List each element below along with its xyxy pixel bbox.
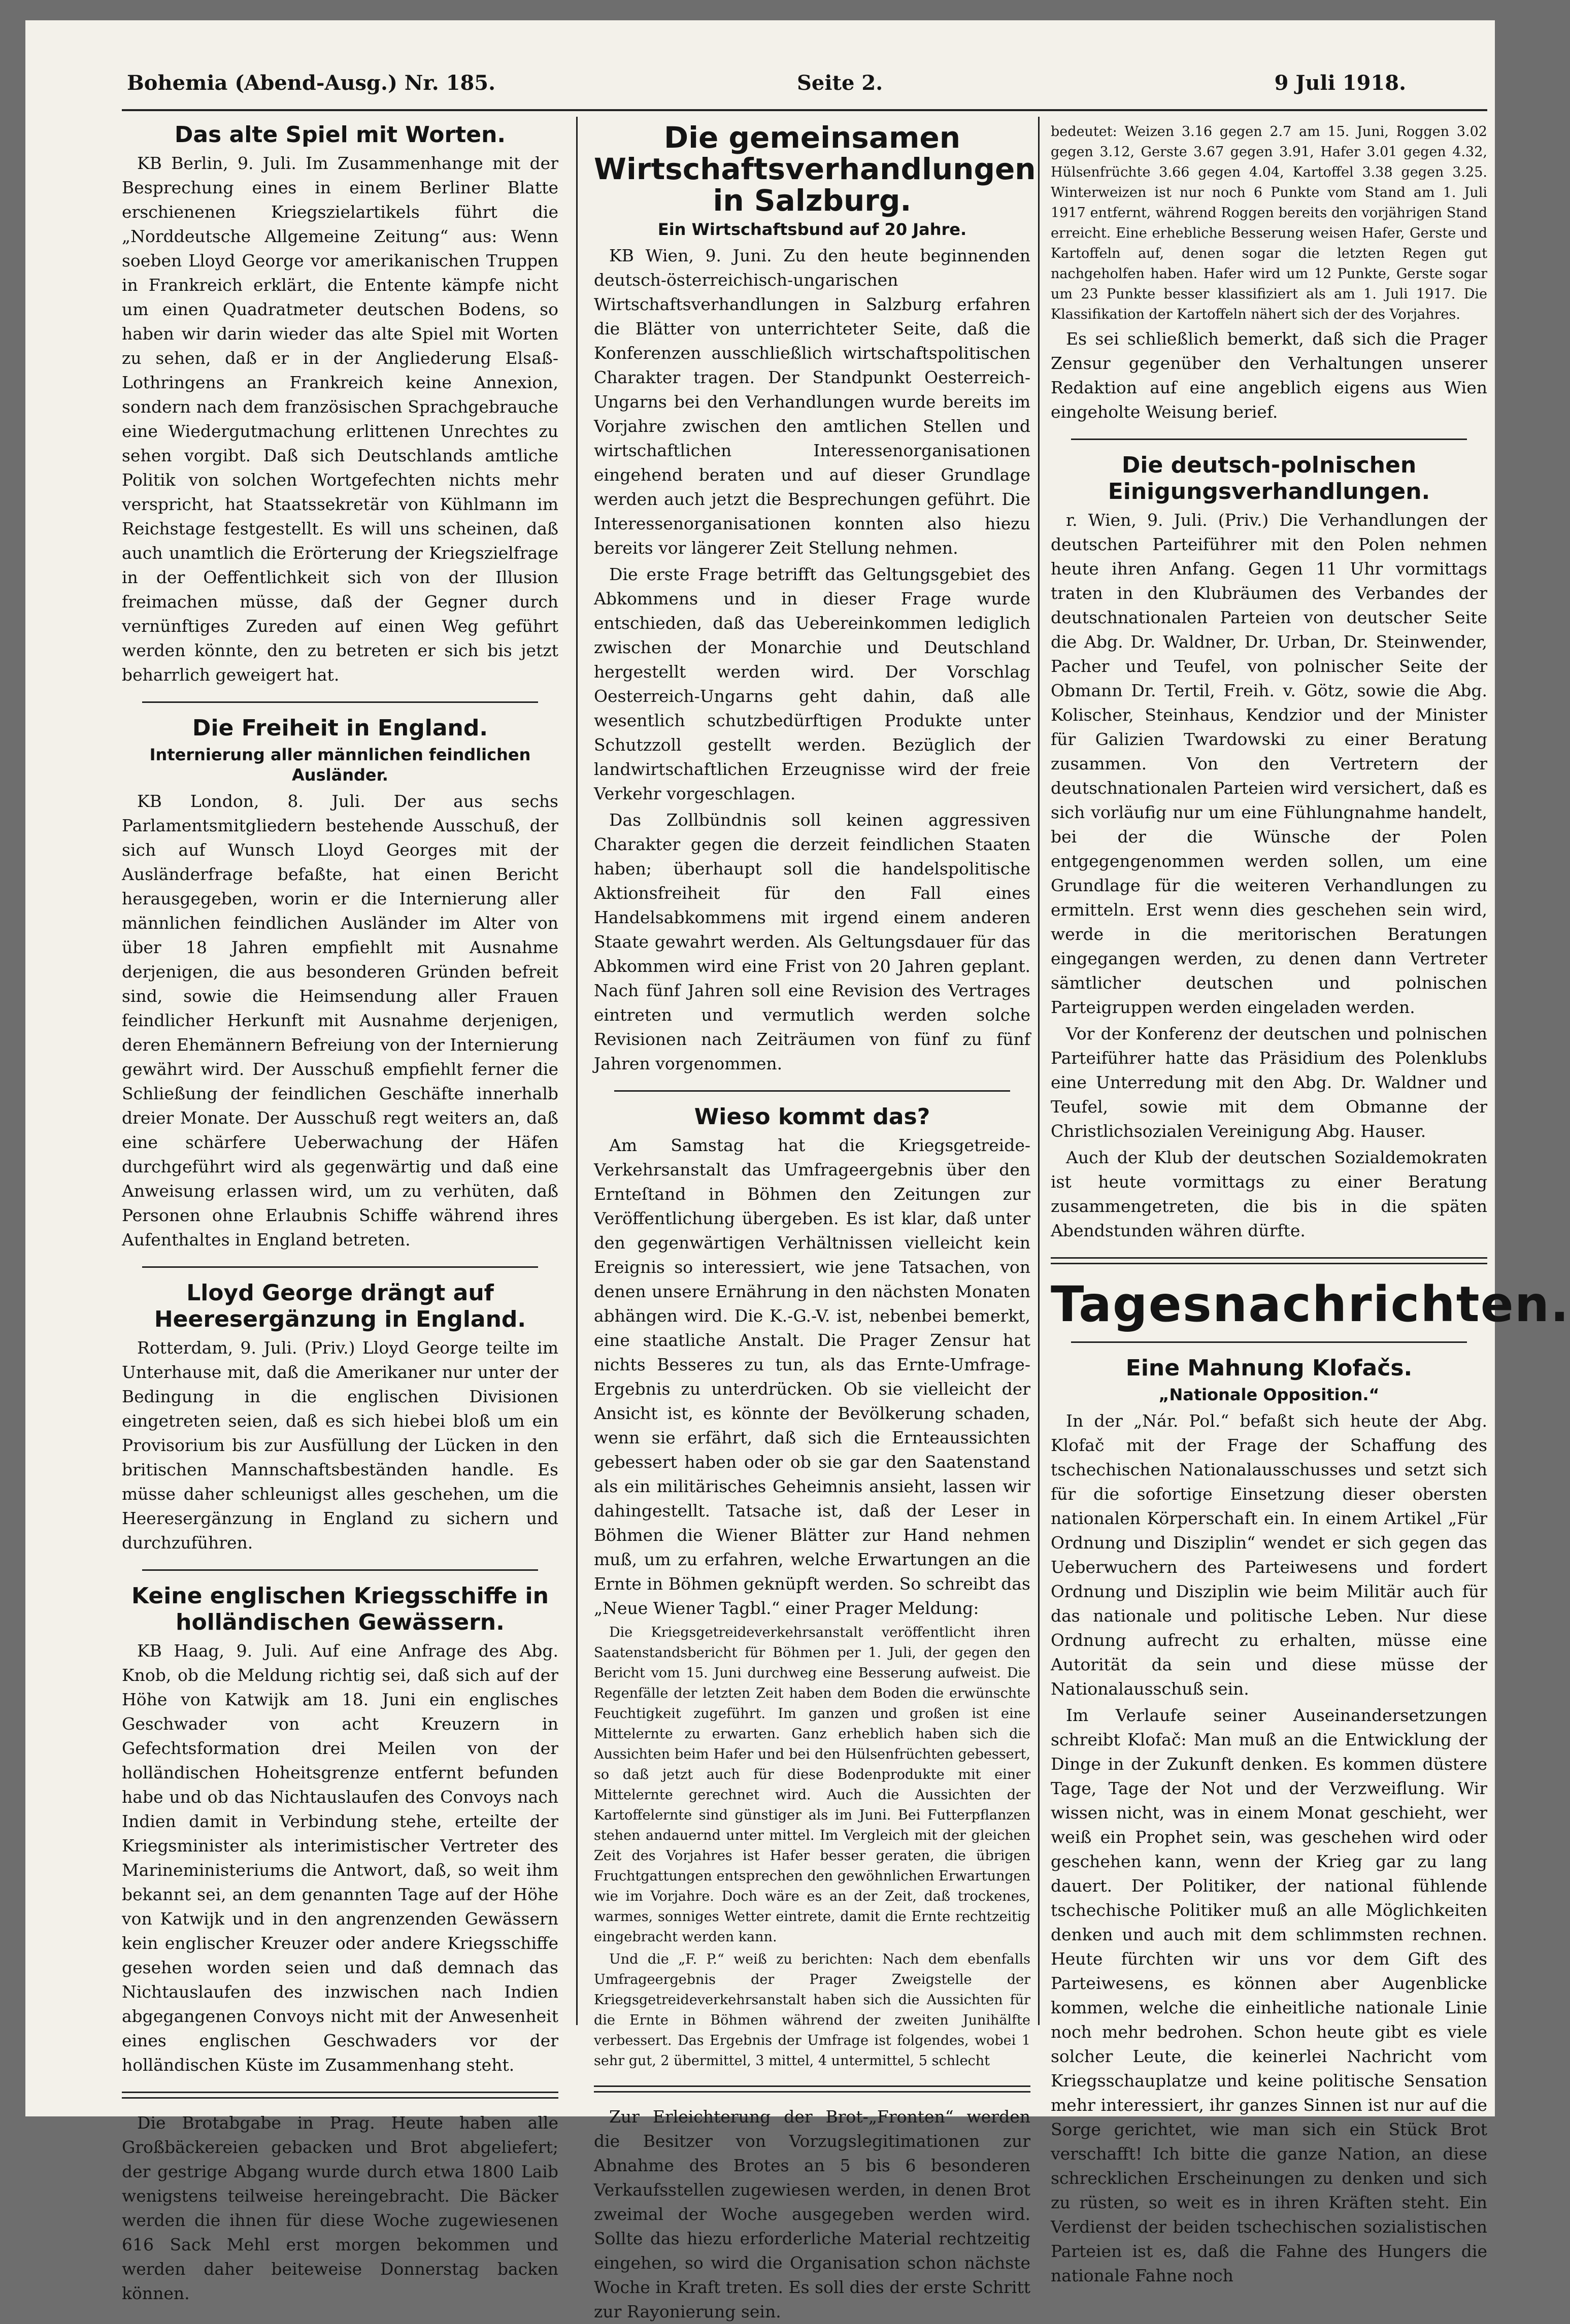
- article-body: Das Zollbündnis soll keinen aggressiven Charakter gegen die derzeit feindlichen Staaten haben; überhaupt soll die handelspolitische Aktionsfreiheit für den Fall eines Handelsabkommens mit irgend einem anderen Staate gewahrt werden. Als Geltungsdauer für das Abkommen wird eine Frist von 20 Jahren geplant. Nach fünf Jahren soll eine Revision des Vertrages eintreten und vermutlich werden solche Revisionen nach Zeiträumen von fünf zu fünf Jahren vorgenommen.: [594, 810, 1030, 1073]
- article-separator: [142, 1266, 538, 1268]
- article-body: KB Haag, 9. Juli. Auf eine Anfrage des Abg. Knob, ob die Meldung richtig sei, daß sich auf der Höhe von Katwijk am 18. Juni ein englisches Geschwader von acht Kreuzern in Gefechtsformation drei Meilen von der holländischen Hoheitsgrenze entfernt befunden habe und ob das Nichtauslaufen des Convoys nach Indien damit in Verbindung stehe, erteilte der Kriegsminister als interimistischer Vertreter des Marineministeriums die Antwort, daß, so weit ihm bekannt sei, an dem genannten Tage auf der Höhe von Katwijk und in den angrenzenden Gewässern kein englischer Kreuzer oder andere Kriegsschiffe gesehen worden seien und daß demnach das Nichtauslaufen des inzwischen nach Indien abgegangenen Convoys nicht mit der Anwesenheit eines englischen Geschwaders vor der holländischen Küste im Zusammenhang steht.: [122, 1641, 558, 2075]
- article-wieso-kommt-das: [594, 1104, 1030, 2071]
- section-separator: [1051, 1257, 1487, 1264]
- article-separator: [122, 2092, 558, 2099]
- article-mahnung-klofac: [1051, 1355, 1487, 2288]
- article-body: KB Wien, 9. Juni. Zu den heute beginnenden deutsch-österreichisch-ungarischen Wirtschaftsverhandlungen in Salzburg erfahren die Blätter von unterrichteter Seite, daß die Konferenzen ausschließlich wirtschaftspolitischen Charakter tragen. Der Standpunkt Oesterreich-Ungarns bei den Verhandlungen wurde bereits im Vorjahre zwischen den amtlichen Stellen und wirtschaftlichen Interessenorganisationen eingehend beraten und auf dieser Grundlage werden auch jetzt die Besprechungen geführt. Die Interessenorganisationen konnten also hiezu bereits vor längerer Zeit Stellung nehmen.: [594, 246, 1030, 558]
- article-body: bedeutet: Weizen 3.16 gegen 2.7 am 15. Juni, Roggen 3.02 gegen 3.12, Gerste 3.67 gegen 3.91, Hafer 3.01 gegen 4.32, Hülsenfrüchte 3.66 gegen 4.04, Kartoffel 3.38 gegen 3.25. Winterweizen ist nur noch 6 Punkte vom Stand am 1. Juli 1917 entfernt, während Roggen bereits den vorjährigen Stand erreicht. Eine erhebliche Besserung weisen Hafer, Gerste und Kartoffeln auf, denen sogar die letzten Regen gut nachgeholfen haben. Hafer wird um 12 Punkte, Gerste sogar um 23 Punkte besser klassifiziert als am 1. Juli 1917. Die Klassifikation der Kartoffeln nähert sich der des Vorjahres.: [1051, 124, 1487, 322]
- article-separator: [614, 1090, 1010, 1092]
- newspaper-page: [25, 20, 1570, 2321]
- column-3: [1051, 122, 1570, 2285]
- header-rule: [122, 109, 1487, 111]
- article-title: Die gemeinsamen Wirtschaftsverhandlungen in Salzburg.: [594, 120, 1036, 218]
- article-body: KB London, 8. Juli. Der aus sechs Parlamentsmitgliedern bestehende Ausschuß, der sich auf Wunsch Lloyd Georges mit der Ausländerfrage befaßte, hat einen Bericht herausgegeben, worin er die Internierung aller männlichen feindlichen Ausländer im Alter von über 18 Jahren empfiehlt mit Ausnahme derjenigen, die aus besonderen Gründen befreit sind, sowie die Heimsendung aller Frauen feindlicher Herkunft mit Ausnahme derjenigen, deren Ehemännern Befreiung von der Internierung gewährt wird. Der Ausschuß empfiehlt ferner die Schließung der feindlichen Geschäfte innerhalb dreier Monate. Der Ausschuß regt weiters an, daß eine schärfere Ueberwachung der Häfen durchgeführt wird als gegenwärtig und daß eine Anweisung erlassen wird, um zu verhüten, daß Personen ohne Erlaubnis Schiffe während ihres Aufenthaltes in England betreten.: [122, 791, 558, 1250]
- column-1: [122, 122, 558, 2303]
- header-date: 9 Juli 1918.: [1274, 71, 1406, 95]
- article-title: Wieso kommt das?: [694, 1104, 930, 1130]
- column-2: [594, 120, 1036, 2321]
- article-body: Rotterdam, 9. Juli. (Priv.) Lloyd George teilte im Unterhause mit, daß die Amerikaner nur unter der Bedingung in die englischen Divisionen eingetreten seien, daß es sich hiebei bloß um ein Provisorium bis zur Ausfüllung der Lücken in den britischen Mannschaftsbeständen handle. Es müsse daher schleunigst alles geschehen, um die Heeresergänzung in England zu sichern und durchzuführen.: [122, 1338, 558, 1553]
- article-title: Keine englischen Kriegsschiffe in holländischen Gewässern.: [131, 1583, 549, 1635]
- article-kriegsschiffe: [122, 1583, 558, 2077]
- article-subtitle: „Nationale Opposition.“: [1158, 1385, 1380, 1404]
- article-body: In der „Nár. Pol.“ befaßt sich heute der Abg. Klofač mit der Frage der Schaffung des tschechischen Nationalausschusses und setzt sich für die sofortige Einsetzung dieser obersten nationalen Körperschaft ein. In einem Artikel „Für Ordnung und Disziplin“ wendet er sich gegen das Ueberwuchern des Parteiwesens und fordert Ordnung und Disziplin wie beim Militär auch für das nationale und politische Leben. Nur diese Ordnung aufrecht zu erhalten, müsse eine Autorität da sein und diese müsse der Nationalausschuß sein.: [1051, 1411, 1487, 1699]
- article-body: Am Samstag hat die Kriegsgetreide-Verkehrsanstalt das Umfrageergebnis über den Ernteſtand in Böhmen den Zeitungen zur Veröffentlichung übergeben. Es ist klar, daß unter den gegenwärtigen Verhältnissen vielleicht kein Ereignis so interessiert, wie jene Tatsachen, von denen unsere Ernährung in den nächsten Monaten abhängen wird. Die K.-G.-V. ist, nebenbei bemerkt, eine staatliche Anstalt. Die Prager Zensur hat nichts Besseres zu tun, als das Ernte-Umfrage-Ergebnis zu unterdrücken. Ob sie vielleicht der Ansicht ist, es könnte der Bevölkerung schaden, wenn sie erfährt, daß sich die Ernteaussichten gebessert haben oder ob sie gar den Saatenstand als ein militärisches Geheimnis ansieht, lassen wir dahingestellt. Tatsache ist, daß der Leser in Böhmen die Wiener Blätter zur Hand nehmen muß, um zu erfahren, welche Erwartungen an die Ernte in Böhmen geknüpft werden. So schreibt das „Neue Wiener Tagbl.“ einer Prager Meldung:: [594, 1135, 1030, 1618]
- page-header: [127, 66, 1406, 102]
- article-title: Lloyd George drängt auf Heeresergänzung in England.: [154, 1280, 526, 1332]
- article-separator: [1071, 439, 1467, 440]
- article-freiheit-england: [122, 715, 558, 1252]
- article-altes-spiel: [122, 122, 558, 687]
- article-body: KB Berlin, 9. Juli. Im Zusammenhange mit der Besprechung eines in einem Berliner Blatte erschienenen Kriegszielartikels führt die „Norddeutsche Allgemeine Zeitung“ aus: Wenn soeben Lloyd George vor amerikanischen Truppen in Frankreich erklärt, die Entente kämpfe nicht um einen Quadratmeter deutschen Bodens, so haben wir darin wieder das alte Spiel mit Worten zu sehen, daß er in der Angliederung Elsaß-Lothringens an Frankreich keine Annexion, sondern nach dem französischen Sprachgebrauche eine Wiedergutmachung erlittenen Unrechtes zu sehen vorgibt. Daß sich Deutschlands amtliche Politik von solchen Wortgefechten nichts mehr verspricht, hat Staatssekretär von Kühlmann im Reichstage festgestellt. Es will uns scheinen, daß auch unamtlich die Erörterung der Kriegszielfrage in der Oeffentlichkeit sich von der Illusion freimachen müsse, daß der Gegner durch vernünftiges Zureden auf einen Weg geführt werden könnte, den zu betreten er sich bis jetzt beharrlich geweigert hat.: [122, 153, 558, 685]
- article-wirtschaftsverhandlungen: [594, 120, 1036, 1076]
- article-separator: [1071, 1341, 1467, 1343]
- article-body: Die erste Frage betrifft das Geltungsgebiet des Abkommens und in dieser Frage wurde entschieden, daß das Uebereinkommen lediglich zwischen der Monarchie und Deutschland hergestellt werden wird. Der Vorschlag Oesterreich-Ungarns geht dahin, daß alle wesentlich schutzbedürftigen Produkte unter Schutzzoll gestellt werden. Bezüglich der landwirtschaftlichen Erzeugnisse wird der freie Verkehr vorgeschlagen.: [594, 564, 1030, 803]
- article-brot-fronten: [594, 2105, 1030, 2324]
- column-rule-2: [1038, 117, 1040, 2025]
- article-separator: [142, 701, 538, 703]
- article-body: r. Wien, 9. Juli. (Priv.) Die Verhandlungen der deutschen Parteiführer mit den Polen nehmen heute ihren Anfang. Gegen 11 Uhr vormittags traten in den Klubräumen des Verbandes der deutschnationalen Parteien von deutscher Seite die Abg. Dr. Waldner, Dr. Urban, Dr. Steinwender, Pacher und Teufel, von polnischer Seite der Obmann Dr. Tertil, Freih. v. Götz, sowie die Abg. Kolischer, Steinhaus, Kendzior und der Minister für Galizien Twardowski zu einer Beratung zusammen. Von den Vertretern der deutschnationalen Parteien wird versichert, daß es sich vorläufig nur um eine Fühlungnahme handelt, bei der die Wünsche der Polen entgegengenommen werden sollen, um eine Grundlage für die weiteren Verhandlungen zu ermitteln. Erst wenn dies geschehen sein wird, werde in die meritorischen Beratungen eingegangen werden, zu denen dann Vertreter sämtlicher deutschen und polnischen Parteigruppen werden eingeladen werden.: [1051, 510, 1487, 1017]
- article-title: Das alte Spiel mit Worten.: [174, 122, 506, 148]
- article-subtitle: Ein Wirtschaftsbund auf 20 Jahre.: [657, 220, 967, 239]
- column-rule-1: [576, 117, 578, 2025]
- article-body: Vor der Konferenz der deutschen und polnischen Parteiführer hatte das Präsidium des Polenklubs eine Unterredung mit den Abg. Dr. Waldner und Teufel, sowie mit dem Obmanne der Christlichsozialen Vereinigung Abg. Hauser.: [1051, 1024, 1487, 1141]
- article-ernte-fortsetzung: [1051, 122, 1487, 424]
- article-body: Die Brotabgabe in Prag. Heute haben alle Großbäckereien gebacken und Brot abgeliefert; der gestrige Abgang wurde durch etwa 1800 Laib wenigstens teilweise hereingebracht. Die Bäcker werden die ihnen für diese Woche zugewiesenen 616 Sack Mehl erst morgen bekommen und werden daher beiteweise Donnerstag backen können.: [122, 2113, 558, 2303]
- article-quote: Und die „F. P.“ weiß zu berichten: Nach dem ebenfalls Umfrageergebnis der Prager Zweigstelle der Kriegsgetreideverkehrsanstalt haben sich die Aussichten für die Ernte in Böhmen während der zweiten Junihälfte verbessert. Das Ergebnis der Umfrage ist folgendes, wobei 1 sehr gut, 2 übermittel, 3 mittel, 4 untermittel, 5 schlecht: [594, 1951, 1030, 2069]
- article-body: Zur Erleichterung der Brot-„Fronten“ werden die Besitzer von Vorzugslegitimationen zur Abnahme des Brotes an 5 bis 6 besonderen Verkaufsstellen zugewiesen werden, in denen Brot zweimal der Woche ausgegeben werden wird. Sollte das hiezu erforderliche Material rechtzeitig eingehen, so wird die Organisation schon nächste Woche in Kraft treten. Es soll dies der erste Schritt zur Rayonierung sein.: [594, 2107, 1030, 2321]
- header-publication: Bohemia (Abend-Ausg.) Nr. 185.: [127, 71, 496, 95]
- article-einigungsverhandlungen: [1051, 452, 1487, 1243]
- article-body: Im Verlaufe seiner Auseinandersetzungen schreibt Klofač: Man muß an die Entwicklung der Dinge in der Zukunft denken. Es kommen düstere Tage, Tage der Not und der Verzweiflung. Wir wissen nicht, was in einem Monat geschieht, wer weiß ein Prophet sein, was geschehen wird oder geschehen kann, wenn der Krieg gar zu lang dauert. Der Politiker, der national fühlende tschechische Politiker muß an alle Möglichkeiten denken und auch mit dem schlimmsten rechnen. Heute fürchten wir uns vor dem Gift des Parteiwesens, es können aber Augenblicke kommen, welche die einheitliche nationale Linie noch mehr bedrohen. Schon heute gibt es viele solcher Leute, die keinerlei Nachricht vom Kriegsschauplatze und keine politische Sensation mehr interessiert, ihr ganzes Sinnen ist nur auf die Sorge gerichtet, wie man sich ein Stück Brot verschafft! Ich bitte die ganze Nation, an diese schrecklichen Erscheinungen zu denken und sich zu rüsten, so weit es in ihren Kräften steht. Ein Verdienst der beiden tschechischen sozialistischen Parteien ist es, daß die Fahne des Hungers die nationale Fahne noch: [1051, 1705, 1487, 2285]
- header-page-number: Seite 2.: [797, 71, 883, 95]
- article-quote: Die Kriegsgetreideverkehrsanstalt veröffentlicht ihren Saatenstandsbericht für Böhmen per 1. Juli, der gegen den Bericht vom 15. Juni durchweg eine Besserung aufweist. Die Regenfälle der letzten Zeit haben dem Boden die erwünschte Feuchtigkeit zugeführt. Im ganzen und großen ist eine Mittelernte zu erwarten. Ganz erheblich haben sich die Aussichten beim Hafer und bei den Hülsenfrüchten gebessert, so daß jetzt auch für diese Bodenprodukte mit einer Mittelernte gerechnet wird. Auch die Aussichten der Kartoffelernte sind günstiger als im Juni. Bei Futterpflanzen stehen andauernd unter mittel. Im Vergleich mit der gleichen Zeit des Vorjahres ist Hafer besser geraten, die übrigen Fruchtgattungen entsprechen den gewöhnlichen Erwartungen wie im Vorjahre. Doch wäre es an der Zeit, daß trockenes, warmes, sonniges Wetter eintrete, damit die Ernte rechtzeitig eingebracht werden kann.: [594, 1625, 1030, 1945]
- section-heading: Tagesnachrichten.: [1051, 1276, 1570, 1333]
- article-separator: [142, 1569, 538, 1571]
- article-body: Es sei schließlich bemerkt, daß sich die Prager Zensur gegenüber den Verhaltungen unserer Redaktion auf eine angeblich eigens aus Wien eingeholte Weisung berief.: [1051, 329, 1487, 422]
- article-body: Auch der Klub der deutschen Sozialdemokraten ist heute vormittags zu einer Beratung zusammengetreten, die bis in die späten Abendstunden währen dürfte.: [1051, 1148, 1487, 1240]
- article-subtitle: Internierung aller männlichen feindlichen Ausländer.: [149, 745, 531, 785]
- article-brotabgabe: [122, 2111, 558, 2306]
- article-separator: [594, 2085, 1030, 2093]
- article-title: Die deutsch-polnischen Einigungsverhandlungen.: [1108, 452, 1430, 504]
- article-lloyd-george: [122, 1280, 558, 1555]
- article-title: Die Freiheit in England.: [192, 715, 488, 741]
- article-title: Eine Mahnung Klofačs.: [1125, 1355, 1413, 1381]
